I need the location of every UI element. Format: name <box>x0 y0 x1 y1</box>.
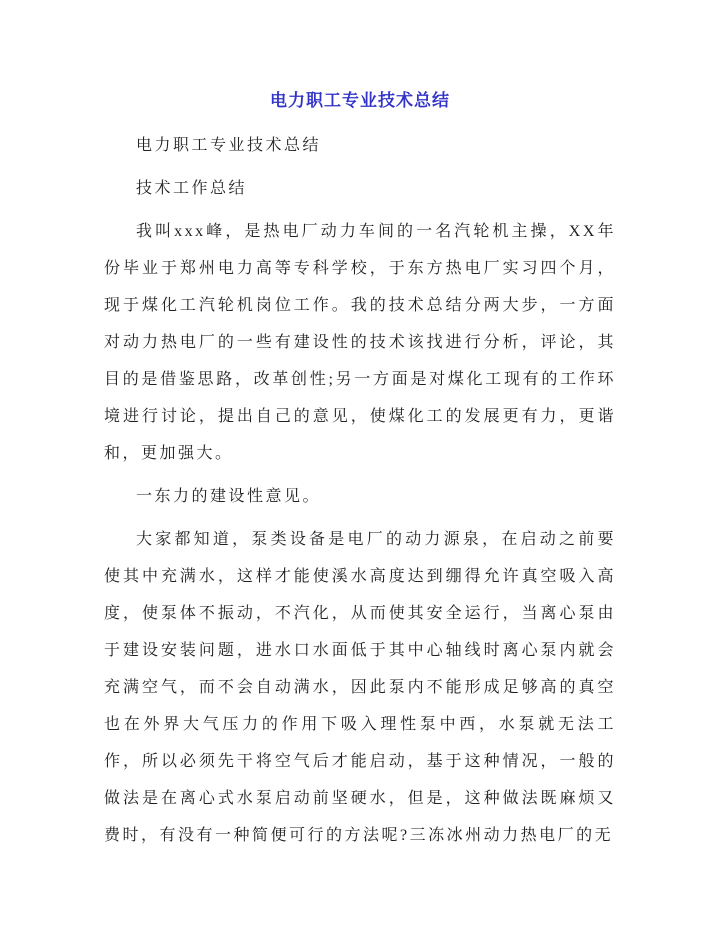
paragraph-body: 大家都知道，泵类设备是电厂的动力源泉，在启动之前要使其中充满水，这样才能使溪水高度达到绷得允许真空吸入高度，使泵体不振动，不汽化，从而使其安全运行，当离心泵由于建设安装问题，进水口水面低于其中心轴线时离心泵内就会充满空气，而不会自动满水，因此泵内不能形成足够高的真空也在外界大气压力的作用下吸入理性泵中西，水泵就无法工作，所以必须先干将空气后才能启动，基于这种情况，一般的做法是在离心式水泵启动前坚硬水，但是，这种做法既麻烦又费时，有没有一种简便可行的方法呢?三冻冰州动力热电厂的无 <box>104 531 616 844</box>
paragraph-subtitle: 技术工作总结 <box>136 180 248 197</box>
paragraph-title-repeat: 电力职工专业技术总结 <box>136 137 322 154</box>
paragraph-intro: 我叫xxx峰，是热电厂动力车间的一名汽轮机主操，XX年份毕业于郑州电力高等专科学校，于东方热电厂实习四个月，现于煤化工汽轮机岗位工作。我的技术总结分两大步，一方面对动力热电厂的一些有建设性的技术该找进行分析，评论，其目的是借鉴思路，改革创性;另一方面是对煤化工现有的工作环境进行讨论，提出自己的意见，使煤化工的发展更有力，更谐和，更加强大。 <box>104 223 616 462</box>
document-title: 电力职工专业技术总结 <box>270 91 450 110</box>
paragraph-section-heading: 一东力的建设性意见。 <box>136 488 322 505</box>
